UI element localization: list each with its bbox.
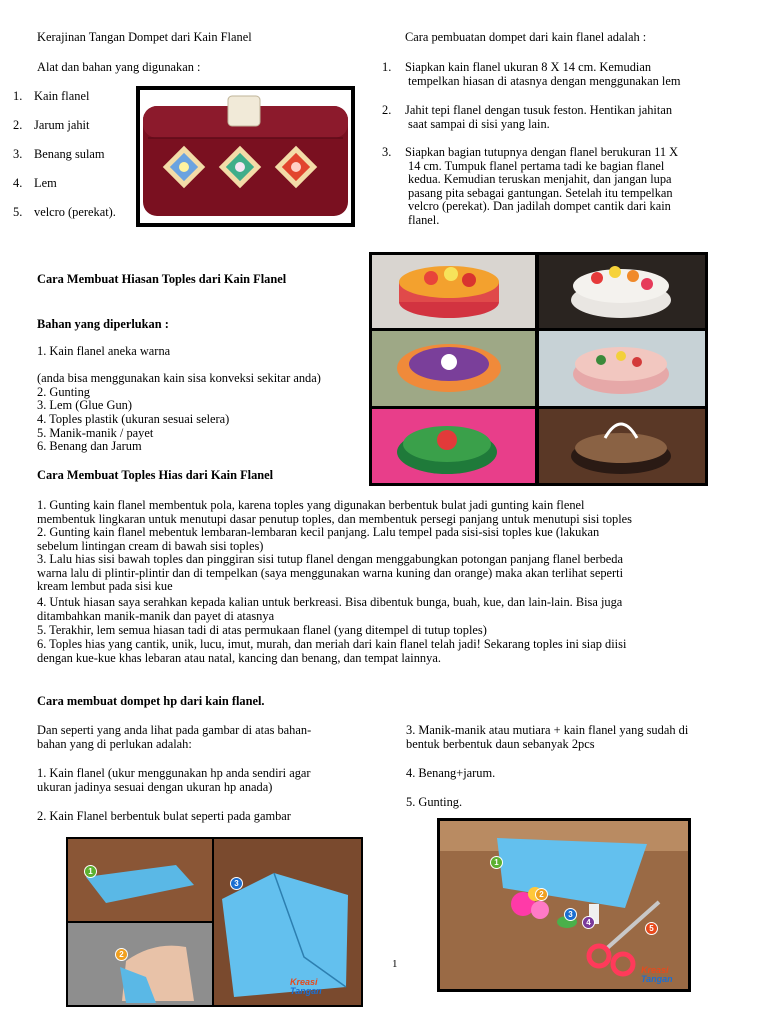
list-item: 5. Terakhir, lem semua hiasan tadi di atas permukaan flanel (yang ditempel di tutup toples)	[37, 623, 487, 637]
wallet-illustration	[136, 86, 355, 227]
list-item: membentuk lingkaran untuk menutupi dasar penutup toples, dan membentuk persegi panjang untuk menutupi sisi toples	[37, 511, 632, 526]
list-item: ditambahkan manik-manik dan payet di atasnya	[37, 608, 275, 623]
list-item: 4. Untuk hiasan saya serahkan kepada kalian untuk berkreasi. Bisa dibentuk bunga, buah, kue, dan lain-lain. Bisa juga	[37, 595, 623, 609]
list-item: 1. Siapkan kain flanel ukuran 8 X 14 cm. Kemudian tempelkan hiasan di atasnya dengan menggunakan lem	[382, 60, 681, 88]
kreasi-tangan-logo: Kreasi Tangan	[641, 965, 673, 984]
toples-photo-grid	[369, 252, 708, 486]
step-badge: 5	[645, 922, 658, 935]
hp-item3-line2: bentuk berbentuk daun sebanyak 2pcs	[406, 736, 595, 751]
list-item: warna lalu di plintir-plintir dan di tempelkan (saya menggunakan warna kuning dan orange) maka akan terlihat seperti	[37, 565, 624, 580]
toples-title: Cara Membuat Hiasan Toples dari Kain Flanel	[37, 272, 287, 286]
list-item: 3. Benang sulam	[13, 147, 105, 161]
wallet-photo	[136, 86, 355, 227]
hp-item5: 5. Gunting.	[406, 795, 463, 809]
list-item: 1. Gunting kain flanel membentuk pola, karena toples yang digunakan berbentuk bulat jadi gunting kain flenel	[37, 498, 585, 512]
list-item: 3. Lem (Glue Gun)	[37, 398, 132, 412]
list-item: 2. Jahit tepi flanel dengan tusuk feston. Hentikan jahitan saat sampai di sisi yang lain.	[382, 103, 673, 131]
step-badge: 3	[564, 908, 577, 921]
toples-materials-heading: Bahan yang diperlukan :	[37, 317, 169, 331]
wallet-title: Kerajinan Tangan Dompet dari Kain Flanel	[37, 30, 252, 44]
hp-item4: 4. Benang+jarum.	[406, 766, 496, 780]
step-badge: 1	[490, 856, 503, 869]
hp-steps-photo	[66, 837, 363, 1007]
step-badge: 2	[115, 948, 128, 961]
list-item: kream lembut pada sisi kue	[37, 579, 173, 593]
list-item: 6. Benang dan Jarum	[37, 439, 142, 453]
list-item: (anda bisa menggunakan kain sisa konveksi sekitar anda)	[37, 371, 321, 385]
step-badge: 1	[84, 865, 97, 878]
step-badge: 3	[230, 877, 243, 890]
toples-illustrations	[369, 252, 708, 486]
hp-intro-line1: Dan seperti yang anda lihat pada gambar di atas bahan-	[37, 723, 312, 737]
list-item: 4. Lem	[13, 176, 57, 190]
step-badge: 4	[582, 916, 595, 929]
hp-item1-line1: 1. Kain flanel (ukur menggunakan hp anda sendiri agar	[37, 766, 311, 780]
list-item: 3. Lalu hias sisi bawah toples dan pinggiran sisi tutup flanel dengan menggabungkan potongan panjang flanel berbeda	[37, 552, 623, 566]
list-item: 2. Gunting kain flanel mebentuk lembaran-lembaran kecil panjang. Lalu tempel pada sisi-sisi toples kue (lakukan	[37, 525, 600, 539]
hp-item2: 2. Kain Flanel berbentuk bulat seperti pada gambar	[37, 809, 291, 823]
list-item: 2. Gunting	[37, 385, 91, 399]
hp-intro-line2: bahan yang di perlukan adalah:	[37, 736, 192, 751]
hp-item1-line2: ukuran jadinya sesuai dengan ukuran hp anada)	[37, 779, 273, 794]
list-item: 2. Jarum jahit	[13, 118, 90, 132]
list-item: 6. Toples hias yang cantik, unik, lucu, imut, murah, dan meriah dari kain flanel telah jadi! Sekarang toples ini siap diisi	[37, 637, 627, 651]
list-item: 1. Kain flanel aneka warna	[37, 344, 171, 358]
list-item: dengan kue-kue khas lebaran atau natal, kancing dan benang, dan tempat lainnya.	[37, 650, 441, 665]
hp-materials-photo	[437, 818, 691, 992]
list-item: 4. Toples plastik (ukuran sesuai selera)	[37, 412, 230, 426]
step-badge: 2	[535, 888, 548, 901]
list-item: 1. Kain flanel	[13, 89, 90, 103]
hp-title: Cara membuat dompet hp dari kain flanel.	[37, 694, 265, 708]
wallet-tools-heading: Alat dan bahan yang digunakan :	[37, 60, 201, 74]
list-item: 5. Manik-manik / payet	[37, 426, 154, 440]
kreasi-tangan-logo: Kreasi Tangan	[290, 977, 322, 996]
list-item: sebelum lintingan cream di bawah sisi toples)	[37, 538, 264, 553]
wallet-steps-heading: Cara pembuatan dompet dari kain flanel adalah :	[405, 30, 647, 44]
page-number: 1	[392, 958, 398, 970]
hp-item3-line1: 3. Manik-manik atau mutiara + kain flanel yang sudah di	[406, 723, 689, 737]
toples-steps-heading: Cara Membuat Toples Hias dari Kain Flanel	[37, 468, 274, 482]
list-item: 3. Siapkan bagian tutupnya dengan flanel berukuran 11 X 14 cm. Tumpuk flanel pertama tadi ke bagian flanel kedua. Kemudian teruskan menjahit, dan jangan lupa pasang pita sebagai gantungan. Setelah itu tempelkan velcro (perekat). Dan jadilah dompet cantik dari kain flanel.	[382, 145, 679, 227]
list-item: 5. velcro (perekat).	[13, 205, 116, 219]
